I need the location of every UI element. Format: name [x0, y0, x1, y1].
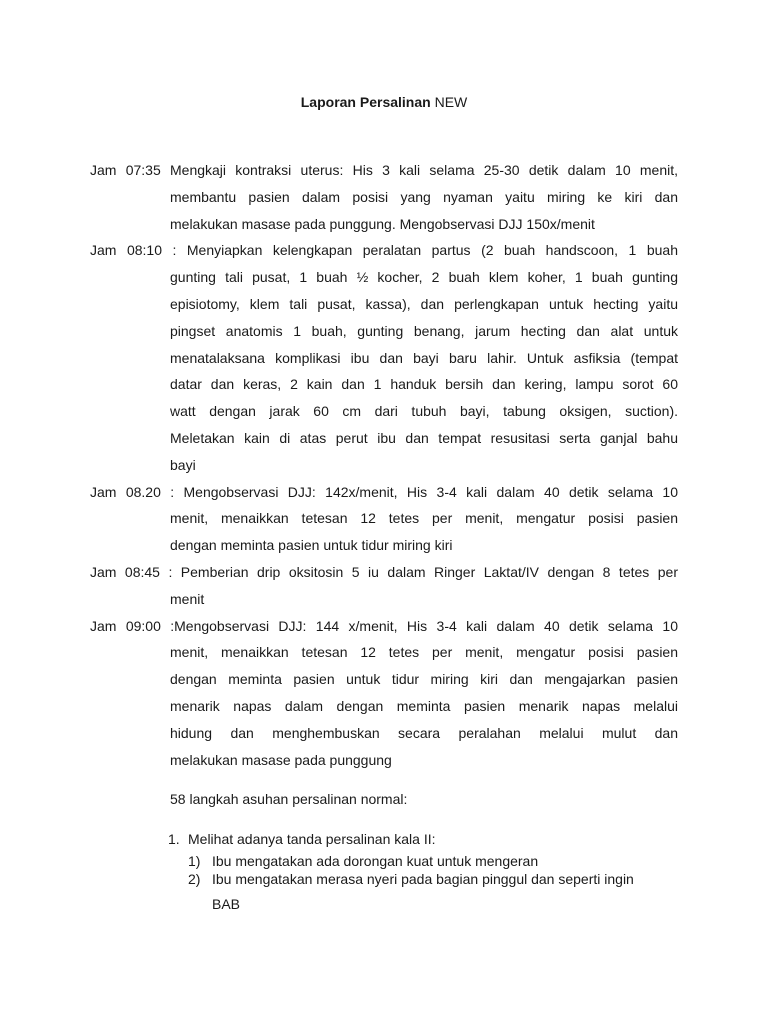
sub-item [188, 870, 678, 888]
entry-line: melakukan masase pada punggung [170, 751, 392, 768]
entry-line: Jam 09:00 :Mengobservasi DJJ: 144 x/menit, His 3-4 kali dalam 40 detik selama 10 [90, 617, 678, 634]
numbered-step [168, 830, 678, 848]
entry-line: Jam 08.20 : Mengobservasi DJJ: 142x/menit, His 3-4 kali dalam 40 detik selama 10 [90, 483, 678, 500]
title-normal: NEW [434, 94, 468, 110]
sub-item-text: Ibu mengatakan ada dorongan kuat untuk mengeran [212, 853, 539, 869]
page-title [0, 92, 768, 112]
entry-line: melakukan masase pada punggung. Mengobservasi DJJ 150x/menit [170, 215, 595, 232]
entry-line: menit, menaikkan tetesan 12 tetes per menit, mengatur posisi pasien [170, 510, 678, 527]
log-entry [90, 237, 678, 478]
sub-item-number: 2) [188, 871, 201, 887]
entry-line: dengan meminta pasien untuk tidur miring kiri [170, 537, 453, 554]
log-entries [90, 157, 678, 773]
title-bold: Laporan Persalinan [300, 94, 431, 110]
log-entry [90, 479, 678, 559]
entry-line: menit, menaikkan tetesan 12 tetes per menit, mengatur posisi pasien [170, 644, 678, 661]
entry-line: watt dengan jarak 60 cm dari tubuh bayi, tabung oksigen, suction). [170, 403, 678, 420]
entry-line: Jam 07:35 Mengkaji kontraksi uterus: His 3 kali selama 25-30 detik dalam 10 menit, [90, 162, 678, 178]
entry-line: episiotomy, klem tali pusat, kassa), dan perlengkapan untuk hecting yaitu [170, 295, 678, 312]
log-entry [90, 559, 678, 613]
entry-line: bayi [170, 456, 196, 473]
sub-item-text: Ibu mengatakan merasa nyeri pada bagian pinggul dan seperti ingin [212, 871, 634, 887]
steps-intro: 58 langkah asuhan persalinan normal: [170, 791, 408, 807]
sub-item-number: 1) [188, 853, 201, 869]
log-entry [90, 157, 678, 237]
entry-line: Jam 08:45 : Pemberian drip oksitosin 5 iu dalam Ringer Laktat/IV dengan 8 tetes per [90, 563, 678, 580]
entry-line: pingset anatomis 1 buah, gunting benang, jarum hecting dan alat untuk [170, 322, 678, 339]
sub-item [188, 852, 678, 870]
entry-line: gunting tali pusat, 1 buah ½ kocher, 2 buah klem koher, 1 buah gunting [170, 269, 678, 286]
entry-line: Jam 08:10 : Menyiapkan kelengkapan peralatan partus (2 buah handscoon, 1 buah [90, 242, 678, 259]
log-entry [90, 613, 678, 774]
entry-line: menatalaksana komplikasi ibu dan bayi baru lahir. Untuk asfiksia (tempat [170, 349, 678, 366]
entry-line: menit [170, 590, 205, 607]
entry-line: Meletakan kain di atas perut ibu dan tempat resusitasi serta ganjal bahu [170, 429, 678, 446]
entry-line: dengan meminta pasien untuk tidur miring kiri dan mengajarkan pasien [170, 671, 678, 688]
step-text: Melihat adanya tanda persalinan kala II: [188, 831, 436, 847]
entry-line: membantu pasien dalam posisi yang nyaman yaitu miring ke kiri dan [170, 188, 678, 205]
entry-line: datar dan keras, 2 kain dan 1 handuk bersih dan kering, lampu sorot 60 [170, 376, 678, 393]
step-number: 1. [168, 831, 180, 847]
entry-line: hidung dan menghembuskan secara peralahan melalui mulut dan [170, 724, 678, 741]
entry-line: menarik napas dalam dengan meminta pasien menarik napas melalui [170, 697, 678, 714]
sub-item-continuation: BAB [212, 896, 241, 912]
